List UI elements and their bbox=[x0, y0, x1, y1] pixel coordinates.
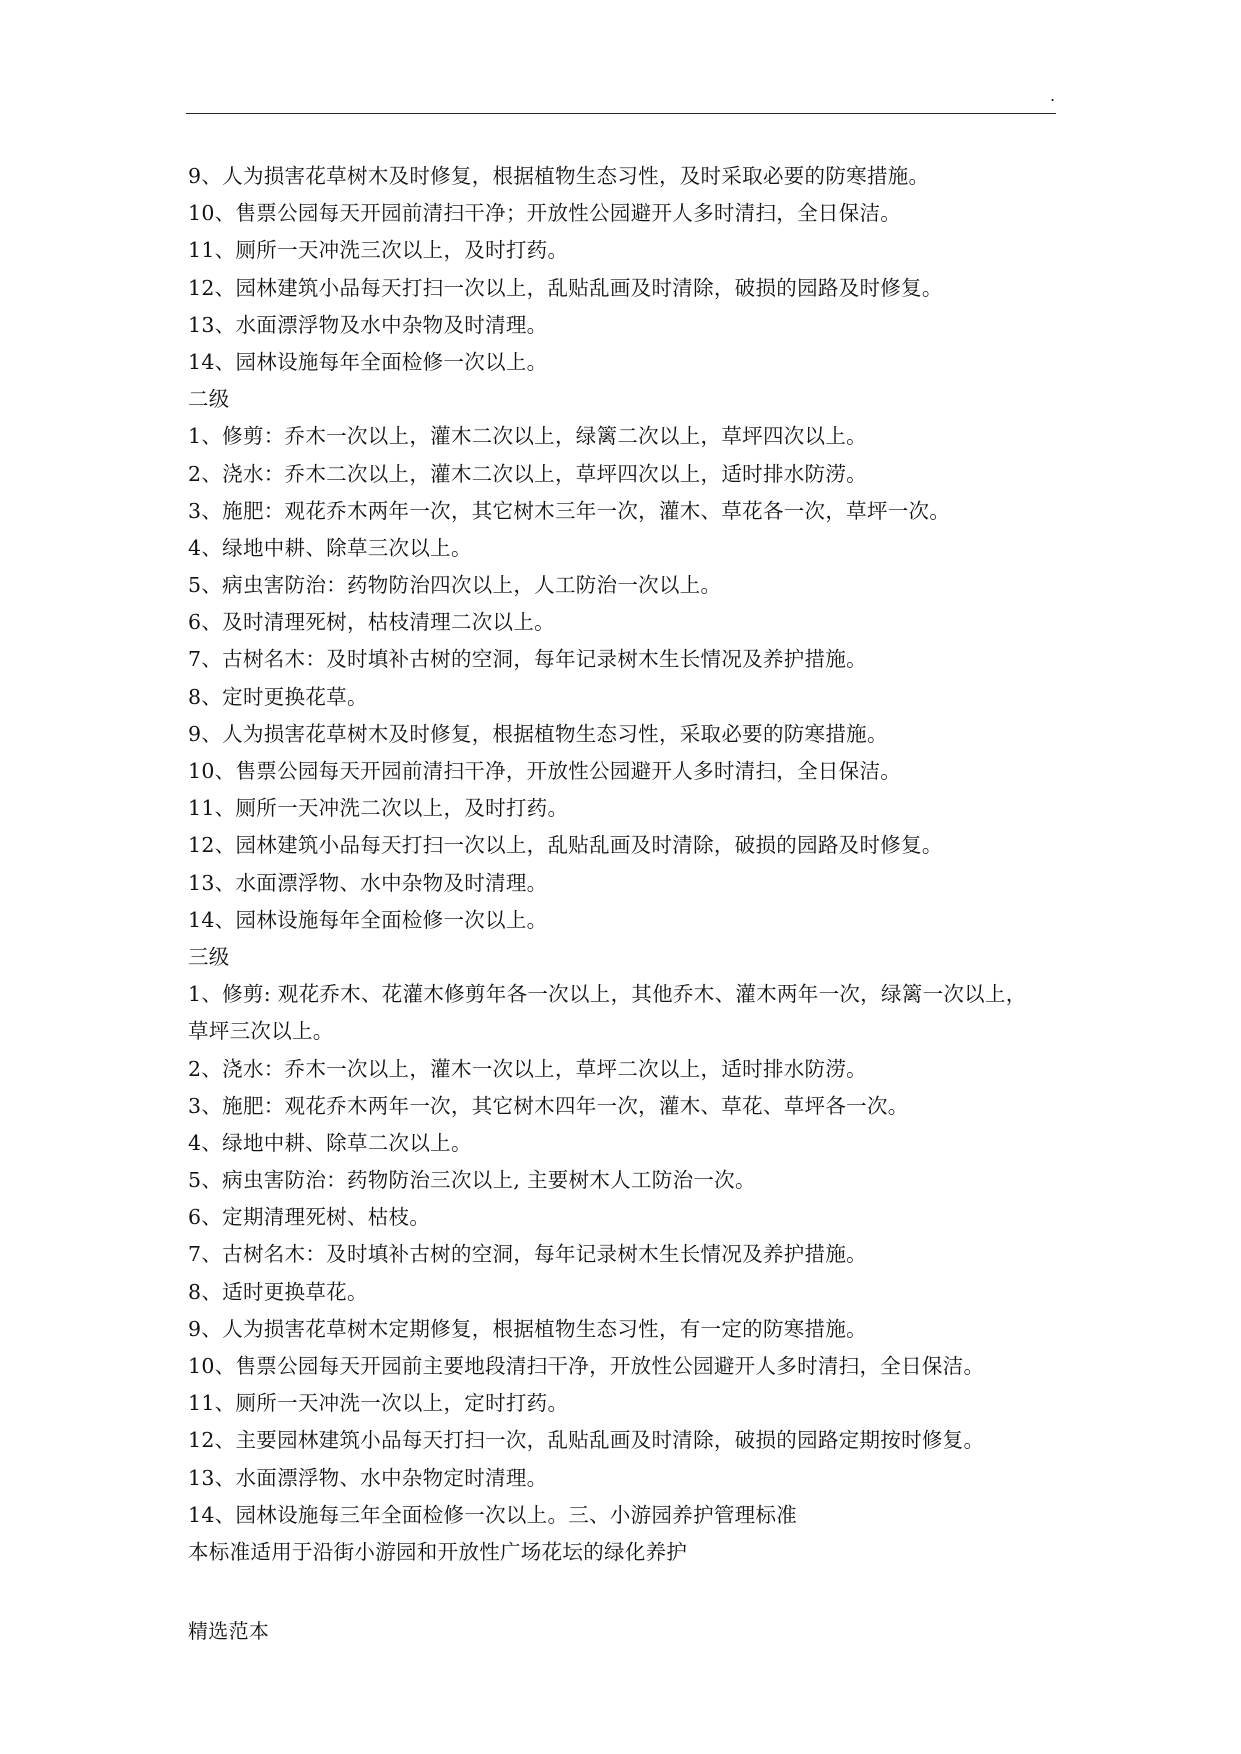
text-line: 12、园林建筑小品每天打扫一次以上，乱贴乱画及时清除，破损的园路及时修复。 bbox=[188, 833, 943, 858]
text-line: 5、病虫害防治：药物防治四次以上，人工防治一次以上。 bbox=[188, 573, 722, 598]
text-line: 8、适时更换草花。 bbox=[188, 1279, 368, 1304]
text-line: 13、水面漂浮物、水中杂物及时清理。 bbox=[188, 870, 548, 895]
text-line: 7、古树名木：及时填补古树的空洞，每年记录树木生长情况及养护措施。 bbox=[188, 1242, 867, 1267]
text-line: 13、水面漂浮物及水中杂物及时清理。 bbox=[188, 312, 548, 337]
text-line: 14、园林设施每年全面检修一次以上。 bbox=[188, 907, 548, 932]
text-line: 4、绿地中耕、除草三次以上。 bbox=[188, 535, 472, 560]
text-line: 3、施肥：观花乔木两年一次，其它树木四年一次，灌木、草花、草坪各一次。 bbox=[188, 1093, 909, 1118]
header-mark: . bbox=[1050, 86, 1056, 105]
text-line: 6、及时清理死树，枯枝清理二次以上。 bbox=[188, 610, 555, 635]
text-line: 11、厕所一天冲洗一次以上，定时打药。 bbox=[188, 1391, 569, 1416]
text-line: 14、园林设施每三年全面检修一次以上。三、小游园养护管理标准 bbox=[188, 1502, 798, 1527]
text-line: 6、定期清理死树、枯枝。 bbox=[188, 1205, 431, 1230]
text-line: 8、定时更换花草。 bbox=[188, 684, 368, 709]
text-line: 草坪三次以上。 bbox=[188, 1019, 334, 1044]
text-line: 10、售票公园每天开园前清扫干净，开放性公园避开人多时清扫，全日保洁。 bbox=[188, 759, 902, 783]
text-line: 10、售票公园每天开园前主要地段清扫干净，开放性公园避开人多时清扫，全日保洁。 bbox=[188, 1354, 985, 1378]
text-line: 13、水面漂浮物、水中杂物定时清理。 bbox=[188, 1465, 548, 1490]
text-line: 12、园林建筑小品每天打扫一次以上，乱贴乱画及时清除，破损的园路及时修复。 bbox=[188, 275, 943, 300]
header-rule bbox=[186, 113, 1056, 114]
text-line: 7、古树名木：及时填补古树的空洞，每年记录树木生长情况及养护措施。 bbox=[188, 647, 867, 672]
section-heading: 三级 bbox=[188, 944, 230, 969]
text-line: 10、售票公园每天开园前清扫干净；开放性公园避开人多时清扫，全日保洁。 bbox=[188, 201, 902, 226]
text-line: 1、修剪：乔木一次以上，灌木二次以上，绿篱二次以上，草坪四次以上。 bbox=[188, 424, 867, 449]
text-line: 2、浇水：乔木一次以上，灌木一次以上，草坪二次以上，适时排水防涝。 bbox=[188, 1056, 867, 1081]
text-line: 11、厕所一天冲洗三次以上，及时打药。 bbox=[188, 238, 569, 263]
footer-label: 精选范本 bbox=[188, 1619, 270, 1643]
text-line: 1、修剪: 观花乔木、花灌木修剪年各一次以上，其他乔木、灌木两年一次，绿篱一次以上， bbox=[188, 982, 1027, 1007]
document-body bbox=[188, 158, 1068, 1571]
text-line: 12、主要园林建筑小品每天打扫一次，乱贴乱画及时清除，破损的园路定期按时修复。 bbox=[188, 1428, 985, 1453]
text-line: 11、厕所一天冲洗二次以上，及时打药。 bbox=[188, 796, 569, 821]
text-line: 9、人为损害花草树木及时修复，根据植物生态习性，及时采取必要的防寒措施。 bbox=[188, 164, 930, 188]
text-line: 4、绿地中耕、除草二次以上。 bbox=[188, 1130, 472, 1155]
text-line: 2、浇水：乔木二次以上，灌木二次以上，草坪四次以上，适时排水防涝。 bbox=[188, 461, 867, 486]
text-line: 9、人为损害花草树木及时修复，根据植物生态习性，采取必要的防寒措施。 bbox=[188, 721, 888, 746]
text-line: 9、人为损害花草树木定期修复，根据植物生态习性，有一定的防寒措施。 bbox=[188, 1316, 867, 1341]
text-line: 5、病虫害防治：药物防治三次以上, 主要树木人工防治一次。 bbox=[188, 1168, 756, 1193]
text-line: 14、园林设施每年全面检修一次以上。 bbox=[188, 349, 548, 374]
section-heading: 二级 bbox=[188, 387, 230, 412]
text-line: 本标准适用于沿街小游园和开放性广场花坛的绿化养护 bbox=[188, 1539, 688, 1564]
text-line: 3、施肥：观花乔木两年一次，其它树木三年一次，灌木、草花各一次，草坪一次。 bbox=[188, 498, 951, 523]
